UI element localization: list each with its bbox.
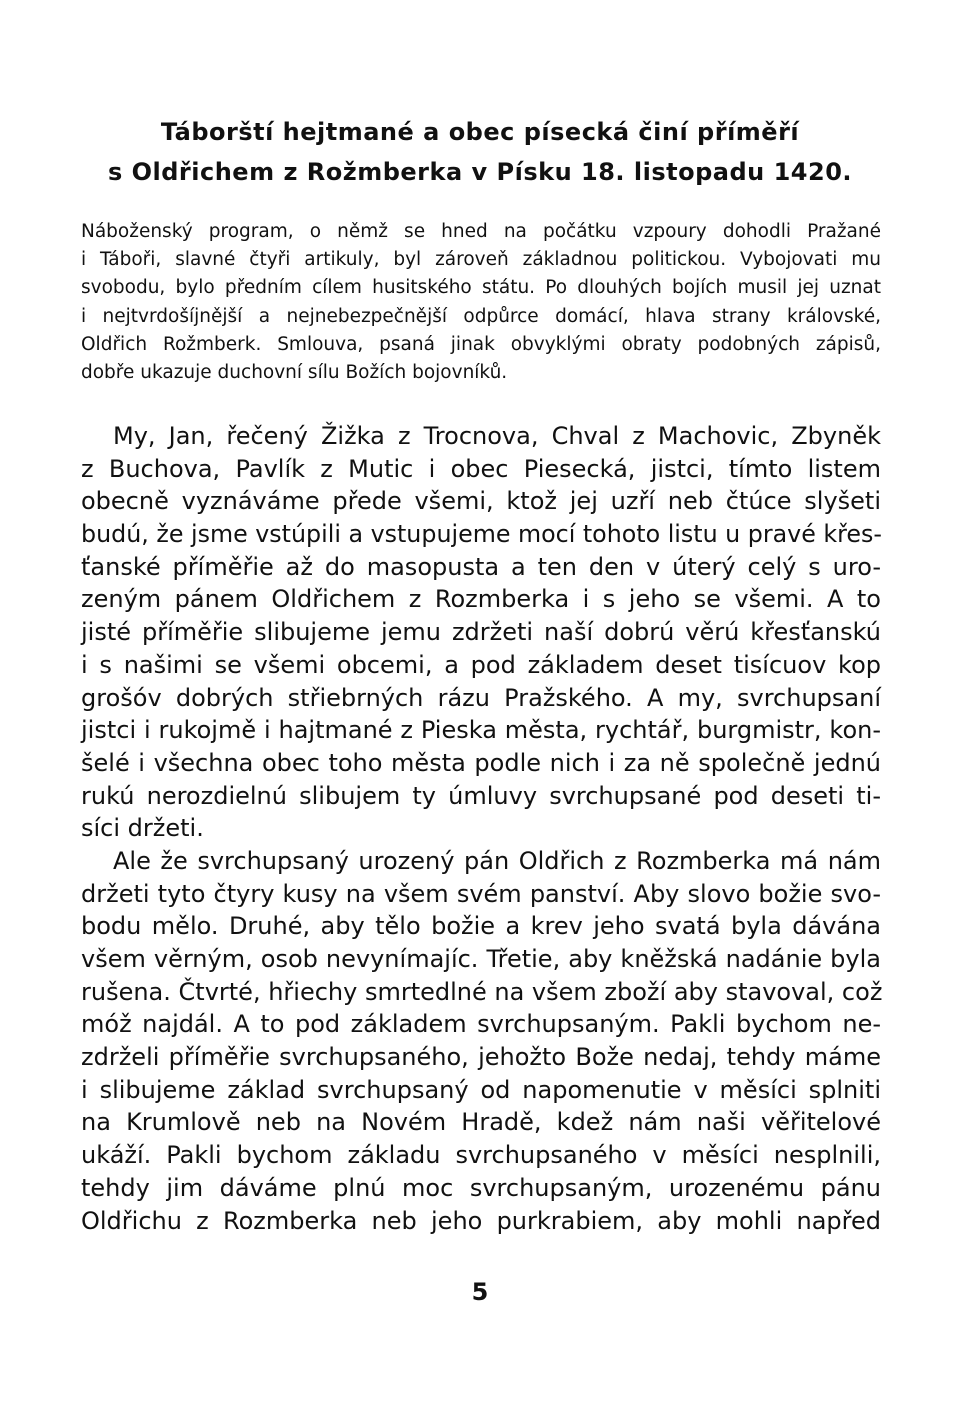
intro-paragraph	[81, 218, 881, 387]
body-line: ťanské příměřie až do masopusta a ten den v úterý celý s uro-	[81, 552, 881, 581]
body-line: z Buchova, Pavlík z Mutic i obec Piesecká, jistci, tímto listem	[81, 454, 881, 483]
body-line: ukáží. Pakli bychom základu svrchupsaného v měsíci nesplnili,	[81, 1141, 881, 1170]
body-line: rušena. Čtvrté, hřiechy smrtedlné na všem zboží aby stavoval, což	[81, 977, 883, 1006]
body-line: i slibujeme základ svrchupsaný od napomenutie v měsíci splniti	[81, 1075, 881, 1104]
body-line: bodu mělo. Druhé, aby tělo božie a krev jeho svatá byla dávána	[81, 912, 881, 941]
intro-line: dobře ukazuje duchovní sílu Božích bojovníků.	[81, 361, 508, 383]
body-line: zeným pánem Oldřichem z Rozmberka i s jeho se všemi. A to	[81, 585, 881, 614]
body-line: jistci i rukojmě i hajtmané z Pieska města, rychtář, burgmistr, kon-	[81, 716, 881, 745]
body-line: síci držeti.	[81, 814, 204, 843]
body-line: budú, že jsme vstúpili a vstupujeme mocí tohoto listu u pravé křes-	[81, 520, 882, 549]
body-line: tehdy jim dáváme plnú moc svrchupsaným, urozenému pánu	[81, 1173, 881, 1202]
body-line: všem věrným, osob nevynímajíc. Třetie, aby kněžská nadánie byla	[81, 945, 881, 973]
body-paragraph-2	[81, 845, 881, 1237]
intro-line: Náboženský program, o němž se hned na počátku vzpoury dohodli Pražané	[81, 221, 881, 242]
intro-line: i nejtvrdošíjnější a nejnebezpečnější odpůrce domácí, hlava strany královské,	[81, 305, 881, 327]
page-number: 5	[471, 1278, 489, 1306]
intro-line: i Táboři, slavné čtyři artikuly, byl zároveň základnou politickou. Vybojovati mu	[81, 249, 881, 271]
body-paragraph-1	[81, 420, 881, 845]
chapter-title-line-2: s Oldřichem z Rožmberka v Písku 18. listopadu 1420.	[107, 158, 853, 186]
body-line: rukú nerozdielnú slibujem ty úmluvy svrchupsané pod deseti ti-	[81, 781, 881, 810]
body-line: zdrželi příměřie svrchupsaného, jehožto Bože nedaj, tehdy máme	[81, 1043, 881, 1072]
body-line: jisté příměřie slibujeme jemu zdržeti naší dobrú věrú křesťanskú	[81, 618, 881, 647]
body-line: Oldřichu z Rozmberka neb jeho purkrabiem, aby mohli napřed	[81, 1206, 881, 1235]
body-line: šelé i všechna obec toho města podle nich i za ně společně jednú	[81, 748, 881, 777]
body-line: grošóv dobrých střiebrných rázu Pražského. A my, svrchupsaní	[81, 683, 881, 712]
body-line: na Krumlově neb na Novém Hradě, kdež nám naši věřitelové	[81, 1108, 881, 1137]
body-line: My, Jan, řečený Žižka z Trocnova, Chval z Machovic, Zbyněk	[113, 422, 881, 450]
body-line: i s našimi se všemi obcemi, a pod základem deset tisícuov kop	[81, 650, 881, 679]
document-body	[81, 420, 881, 1237]
intro-line: svobodu, bylo předním cílem husitského státu. Po dlouhých bojích musil jej uznat	[81, 277, 881, 299]
body-line: Ale že svrchupsaný urozený pán Oldřich z Rozmberka má nám	[113, 846, 881, 875]
chapter-title-line-1: Táborští hejtmané a obec písecká činí příměří	[160, 118, 800, 146]
body-line: držeti tyto čtyry kusy na všem svém panství. Aby slovo božie svo-	[81, 879, 881, 908]
body-line: obecně vyznáváme přede všemi, ktož jej uzří neb čtúce slyšeti	[81, 487, 881, 516]
intro-line: Oldřich Rožmberk. Smlouva, psaná jinak obvyklými obraty podobných zápisů,	[81, 333, 881, 355]
body-line: móž najdál. A to pod základem svrchupsaným. Pakli bychom ne-	[81, 1010, 881, 1039]
